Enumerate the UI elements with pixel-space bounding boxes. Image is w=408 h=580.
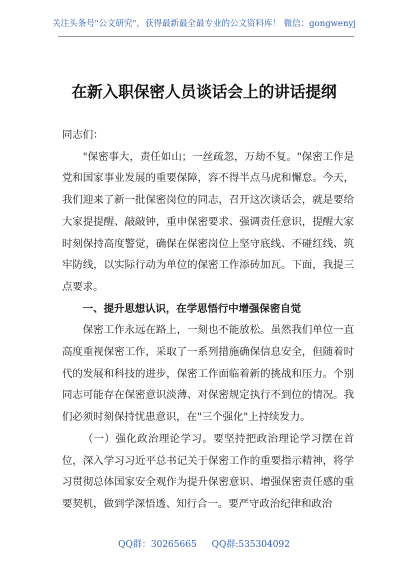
footer-qq-group-1: QQ群：30265665 [118, 540, 197, 550]
header-banner: 关注头条号"公文研究"，获得最新最全最专业的公文资料库！ 微信：gongwenyj [52, 19, 356, 29]
section-paragraph: （一）强化政治理论学习。要坚持把政治理论学习摆在首位，深入学习习近平总书记关于保密工作的重要指示精神，将学习贯彻总体国家安全观作为提升保密意识、增强保密责任感的重要契机，做到学深悟透、知行合一。要严守政治纪律和政治 [62, 432, 354, 510]
header-divider [58, 36, 354, 37]
section-paragraph: 保密工作永远在路上，一刻也不能放松。虽然我们单位一直高度重视保密工作，采取了一系列措施确保信息安全，但随着时代的发展和科技的进步，保密工作面临着新的挑战和压力。个别同志可能存在保密意识淡薄、对保密规定执行不到位的情况。我们必须时刻保持忧患意识，在"三个强化"上持续发力。 [62, 324, 354, 424]
salutation: 同志们： [62, 129, 104, 141]
footer-contacts [0, 537, 408, 550]
section-heading: 一、提升思想认识，在学思悟行中增强保密自觉 [82, 302, 301, 315]
footer-qq-group-2: QQ群:535304092 [211, 540, 290, 550]
document-body [62, 125, 354, 516]
document-title: 在新入职保密人员谈话会上的讲话提纲 [71, 83, 337, 101]
intro-paragraph: "保密事大，责任如山；一丝疏忽，万劫不复。"保密工作是党和国家事业发展的重要保障，容不得半点马虎和懈怠。今天，我们迎来了新一批保密岗位的同志，召开这次谈话会，就是要给大家提提醒、敲敲钟，重申保密要求、强调责任意识，提醒大家时刻保持高度警觉，确保在保密岗位上坚守底线、不碰红线、筑牢防线，以实际行动为单位的保密工作添砖加瓦。下面，我提三点要求。 [62, 150, 354, 293]
